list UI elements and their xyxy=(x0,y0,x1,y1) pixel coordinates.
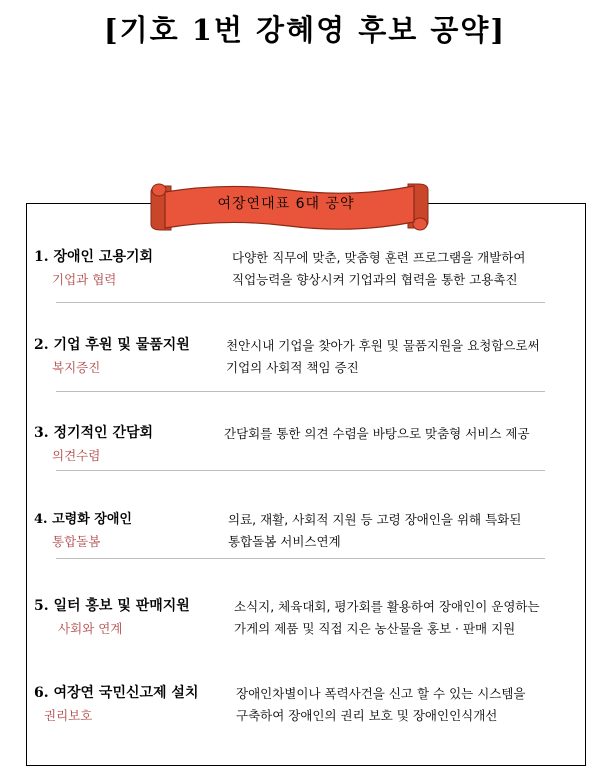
pledge-title: 2. 기업 후원 및 물품지원 xyxy=(34,337,190,353)
banner-label: 여장연대표 6대 공약 xyxy=(217,196,355,212)
pledge-subtitle: 권리보호 xyxy=(44,708,93,723)
pledge-subtitle: 기업과 협력 xyxy=(52,272,117,287)
divider xyxy=(56,302,545,303)
divider xyxy=(56,470,545,471)
pledge-subtitle: 의견수렴 xyxy=(52,448,101,463)
pledge-title: 1. 장애인 고용기회 xyxy=(34,249,154,265)
divider xyxy=(56,558,545,559)
pledge-subtitle: 사회와 연계 xyxy=(58,621,123,636)
pledge-desc-line1: 간담회를 통한 의견 수렴을 바탕으로 맞춤형 서비스 제공 xyxy=(224,426,530,441)
pledge-title: 3. 정기적인 간담회 xyxy=(34,425,154,441)
pledge-desc-line2: 직업능력을 향상시켜 기업과의 협력을 통한 고용촉진 xyxy=(232,272,518,287)
pledge-subtitle: 복지증진 xyxy=(52,360,101,375)
divider xyxy=(56,391,545,392)
page-title: [기호 1번 강혜영 후보 공약] xyxy=(103,13,507,47)
pledge-title: 4. 고령화 장애인 xyxy=(34,512,132,527)
pledge-desc-line1: 소식지, 체육대회, 평가회를 활용하여 장애인이 운영하는 xyxy=(234,599,540,614)
pledge-banner xyxy=(147,178,432,236)
pledge-desc-line2: 기업의 사회적 책임 증진 xyxy=(226,360,359,375)
pledge-subtitle: 통합돌봄 xyxy=(52,534,101,549)
pledge-desc-line1: 다양한 직무에 맞춘, 맞춤형 훈련 프로그램을 개발하여 xyxy=(232,250,526,265)
pledge-desc-line2: 통합돌봄 서비스연계 xyxy=(228,534,341,549)
pledge-title: 6. 여장연 국민신고제 설치 xyxy=(34,685,199,701)
pledge-desc-line2: 가게의 제품 및 직접 지은 농산물을 홍보 · 판매 지원 xyxy=(234,621,516,636)
pledge-title: 5. 일터 홍보 및 판매지원 xyxy=(34,598,190,614)
pledge-desc-line1: 천안시내 기업을 찾아가 후원 및 물품지원을 요청함으로써 xyxy=(226,338,540,353)
pledge-desc-line1: 의료, 재활, 사회적 지원 등 고령 장애인을 위해 특화된 xyxy=(228,512,522,527)
pledge-desc-line2: 구축하여 장애인의 권리 보호 및 장애인인식개선 xyxy=(236,708,498,723)
pledge-desc-line1: 장애인차별이나 폭력사건을 신고 할 수 있는 시스템을 xyxy=(236,686,526,701)
